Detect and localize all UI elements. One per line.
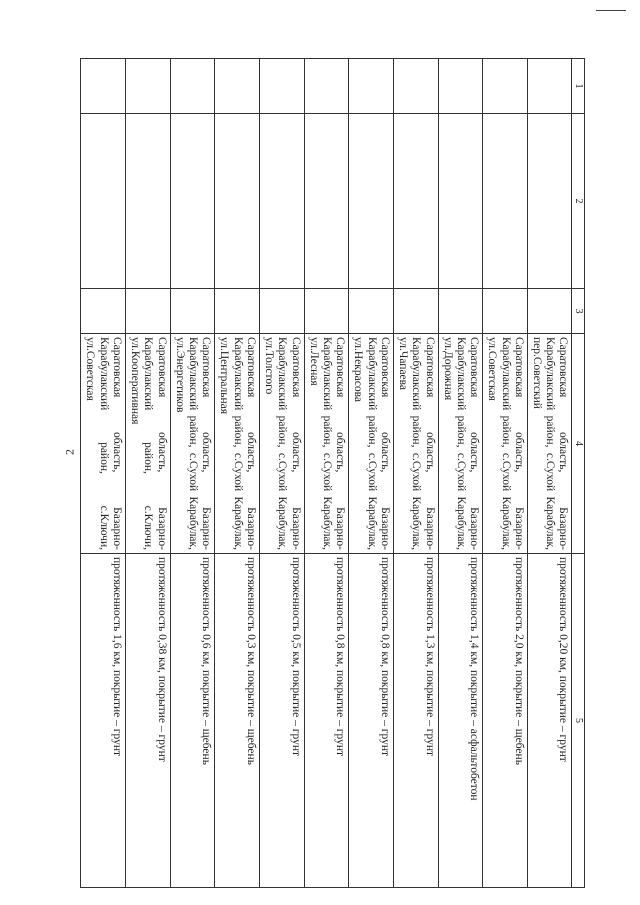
cell-description: протяженность 0,6 км, покрытие – щебень — [170, 554, 215, 888]
cell-col3 — [527, 289, 572, 334]
cell-col3 — [304, 289, 349, 334]
cell-col1 — [527, 59, 572, 114]
cell-col1 — [304, 59, 349, 114]
cell-description: протяженность 1,4 км, покрытие – асфальтобетон — [438, 554, 483, 888]
cell-col1 — [215, 59, 260, 114]
table-row — [304, 59, 349, 888]
cell-col3 — [215, 289, 260, 334]
cell-col1 — [349, 59, 394, 114]
cell-col2 — [215, 114, 260, 289]
table-row — [81, 59, 126, 888]
page-number: 2 — [62, 449, 77, 455]
cell-address: Саратовская область, Базарно-Карабулакский район, с.Сухой Карабулак, ул.Некрасова — [349, 334, 394, 554]
cell-description: протяженность 0,8 км, покрытие – грунт — [349, 554, 394, 888]
cell-col3 — [81, 289, 126, 334]
header-col-4: 4 — [572, 334, 585, 554]
table-row — [259, 59, 304, 888]
table-row — [393, 59, 438, 888]
cell-address: Саратовская область, Базарно-Карабулакский район, с.Сухой Карабулак, ул.Энергетиков — [170, 334, 215, 554]
cell-col3 — [393, 289, 438, 334]
cell-col2 — [527, 114, 572, 289]
cell-description: протяженность 0,8 км, покрытие – грунт — [304, 554, 349, 888]
cell-col1 — [393, 59, 438, 114]
header-col-5: 5 — [572, 554, 585, 888]
header-col-2: 2 — [572, 114, 585, 289]
cell-col1 — [125, 59, 170, 114]
cell-col2 — [483, 114, 528, 289]
cell-address: Саратовская область, Базарно-Карабулакский район, с.Сухой Карабулак, ул.Центральная — [215, 334, 260, 554]
table-row — [483, 59, 528, 888]
cell-col2 — [81, 114, 126, 289]
cell-col2 — [349, 114, 394, 289]
cell-col3 — [483, 289, 528, 334]
cell-address: Саратовская область, Базарно-Карабулакский район, с.Сухой Карабулак, пер.Советский — [527, 334, 572, 554]
cell-address: Саратовская область, Базарно-Карабулакский район, с.Ключи, ул.Кооперативная — [125, 334, 170, 554]
registry-table-container — [84, 58, 584, 888]
cell-address: Саратовская область, Базарно-Карабулакский район, с.Сухой Карабулак, ул.Лесная — [304, 334, 349, 554]
cell-col2 — [304, 114, 349, 289]
cell-col1 — [483, 59, 528, 114]
table-row — [438, 59, 483, 888]
cell-col3 — [170, 289, 215, 334]
cell-address: Саратовская область, Базарно-Карабулакский район, с.Сухой Карабулак, ул.Чапаева — [393, 334, 438, 554]
cell-address: Саратовская область, Базарно-Карабулакский район, с.Ключи, ул.Советская — [81, 334, 126, 554]
cell-col3 — [349, 289, 394, 334]
cell-col3 — [438, 289, 483, 334]
cell-description: протяженность 0,3 км, покрытие – щебень — [215, 554, 260, 888]
cell-description: протяженность 2,0 км, покрытие – щебень — [483, 554, 528, 888]
cell-col2 — [125, 114, 170, 289]
table-row — [125, 59, 170, 888]
cell-address: Саратовская область, Базарно-Карабулакский район, с.Сухой Карабулак, ул.Советская — [483, 334, 528, 554]
cell-col1 — [259, 59, 304, 114]
cell-col1 — [81, 59, 126, 114]
cell-col2 — [170, 114, 215, 289]
cell-description: протяженность 1,3 км, покрытие – грунт — [393, 554, 438, 888]
table-row — [527, 59, 572, 888]
cell-address: Саратовская область, Базарно-Карабулакский район, с.Сухой Карабулак, ул.Толстого — [259, 334, 304, 554]
cell-address: Саратовская область, Базарно-Карабулакский район, с.Сухой Карабулак, ул.Дорожная — [438, 334, 483, 554]
cell-col3 — [259, 289, 304, 334]
table-row — [349, 59, 394, 888]
table-row — [215, 59, 260, 888]
cell-col3 — [125, 289, 170, 334]
table-row — [170, 59, 215, 888]
cell-description: протяженность 1,6 км, покрытие – грунт — [81, 554, 126, 888]
registry-table — [80, 58, 585, 888]
cell-description: протяженность 0,20 км, покрытие – грунт — [527, 554, 572, 888]
cell-description: протяженность 0,38 км, покрытие – грунт — [125, 554, 170, 888]
top-rule — [596, 10, 626, 11]
cell-col2 — [393, 114, 438, 289]
header-col-3: 3 — [572, 289, 585, 334]
cell-col2 — [259, 114, 304, 289]
cell-col1 — [438, 59, 483, 114]
header-row — [572, 59, 585, 888]
header-col-1: 1 — [572, 59, 585, 114]
cell-col2 — [438, 114, 483, 289]
cell-col1 — [170, 59, 215, 114]
cell-description: протяженность 0,5 км, покрытие – грунт — [259, 554, 304, 888]
